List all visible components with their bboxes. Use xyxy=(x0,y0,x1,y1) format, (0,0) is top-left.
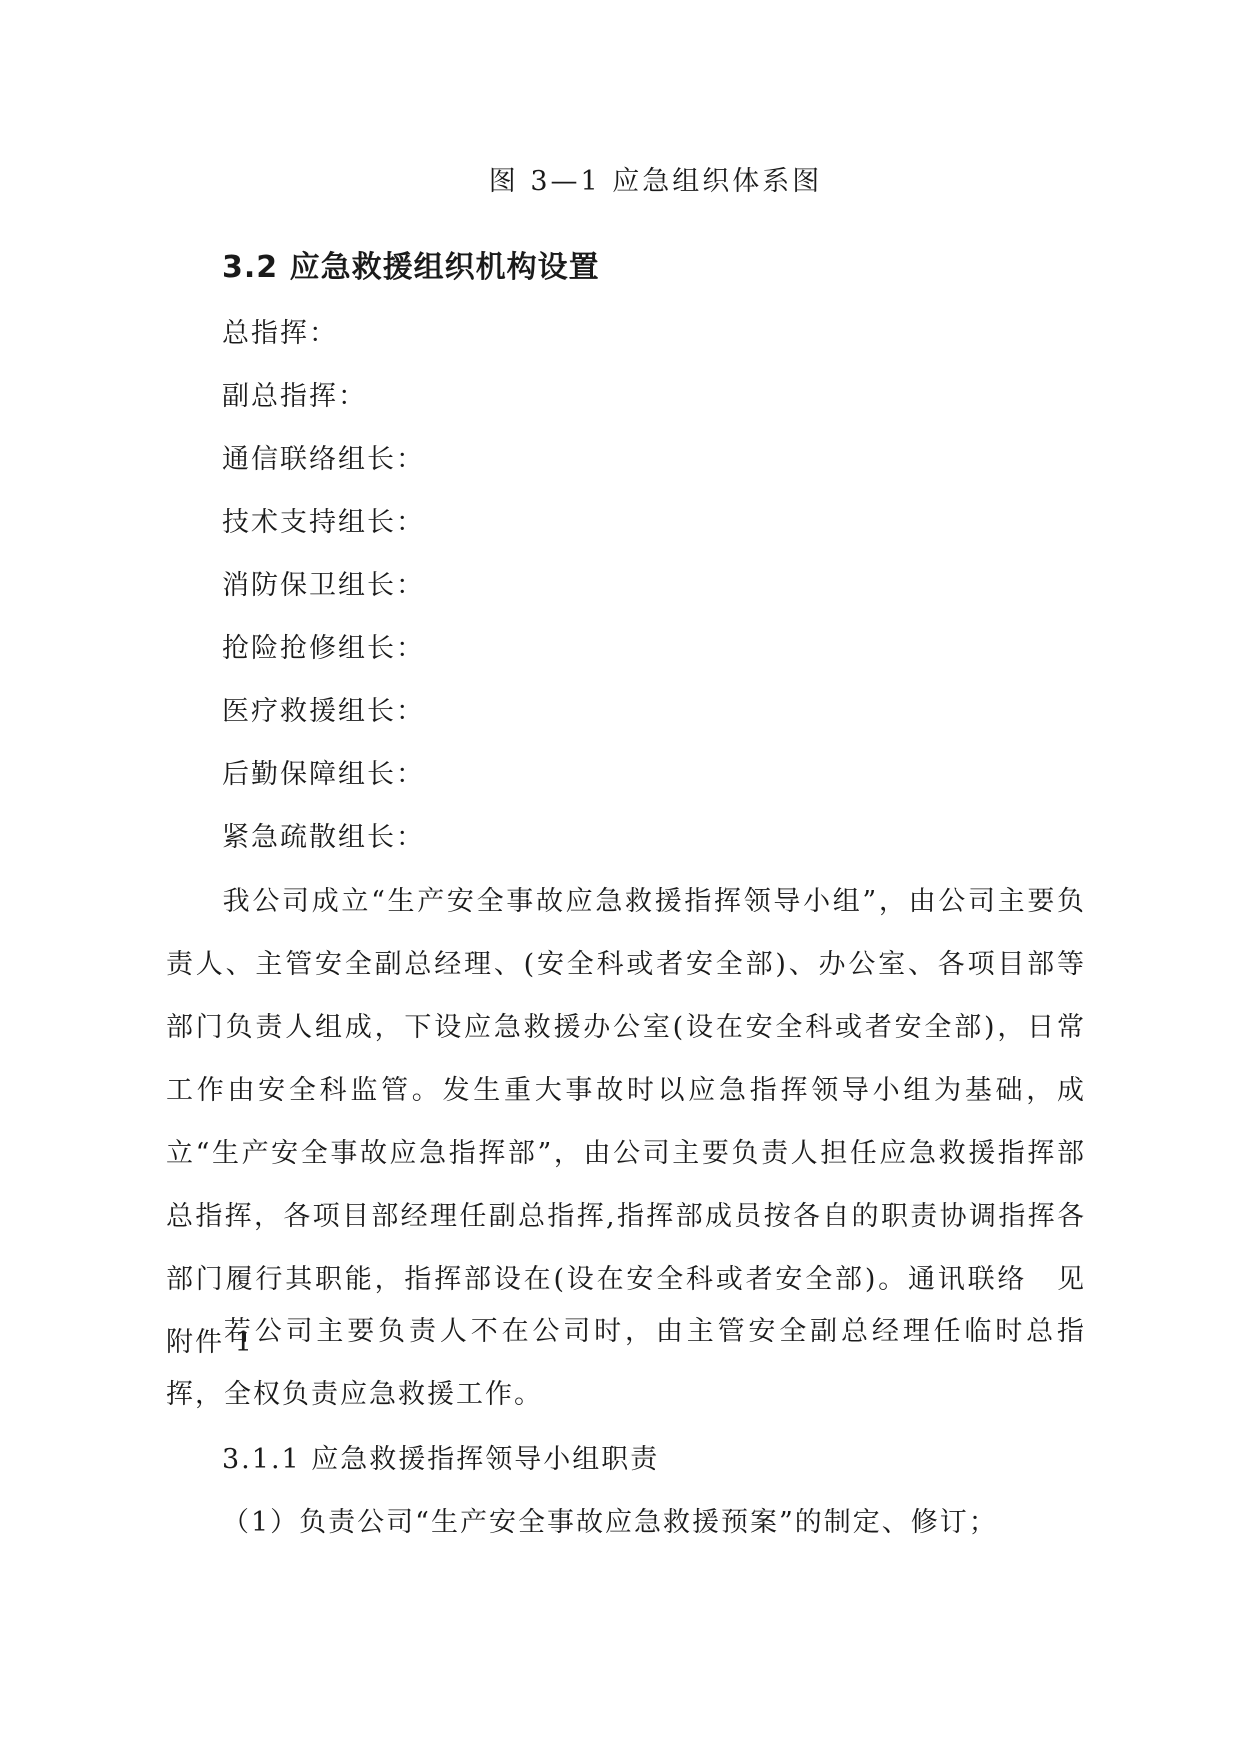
paragraph-organization xyxy=(166,870,1086,1374)
role-commander: 总指挥： xyxy=(222,318,338,349)
role-rescue-repair-lead: 抢险抢修组长： xyxy=(222,633,425,664)
figure-caption: 图 3—1 应急组织体系图 xyxy=(488,166,823,197)
role-logistics-lead: 后勤保障组长： xyxy=(222,759,425,790)
role-technical-support-lead: 技术支持组长： xyxy=(222,507,425,538)
paragraph-temporary-commander xyxy=(166,1300,1086,1426)
paragraph-organization-text: 我公司成立“生产安全事故应急救援指挥领导小组”，由公司主要负责人、主管安全副总经理、(安全科或者安全部)、办公室、各项目部等部门负责人组成，下设应急救援办公室(设在安全科或者安全部)，日常工作由安全科监管。发生重大事故时以应急指挥领导小组为基础，成立“生产安全事故应急指挥部”，由公司主要负责人担任应急救援指挥部总指挥，各项目部经理任副总指挥,指挥部成员按各自的职责协调指挥各部门履行其职能，指挥部设在(设在安全科或者安全部)。通讯联络 见附件 1 xyxy=(166,886,1086,1358)
duty-item-1: （1）负责公司“生产安全事故应急救援预案”的制定、修订； xyxy=(222,1507,998,1538)
section-heading: 3.2 应急救援组织机构设置 xyxy=(222,250,600,285)
role-communication-lead: 通信联络组长： xyxy=(222,444,425,475)
role-fire-security-lead: 消防保卫组长： xyxy=(222,570,425,601)
paragraph-temporary-commander-text: 若公司主要负责人不在公司时，由主管安全副总经理任临时总指挥，全权负责应急救援工作。 xyxy=(166,1316,1086,1410)
role-evacuation-lead: 紧急疏散组长： xyxy=(222,822,425,853)
role-deputy-commander: 副总指挥： xyxy=(222,381,367,412)
role-medical-rescue-lead: 医疗救援组长： xyxy=(222,696,425,727)
role-list xyxy=(222,314,425,881)
subsection-heading: 3.1.1 应急救援指挥领导小组职责 xyxy=(222,1444,660,1475)
